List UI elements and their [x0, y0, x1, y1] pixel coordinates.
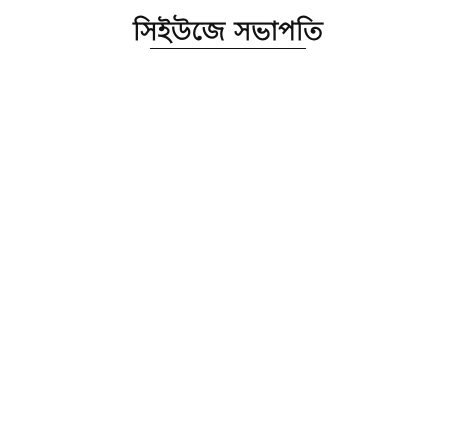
body-line [4, 375, 452, 394]
article-body [4, 52, 452, 432]
headline-underline [150, 48, 306, 49]
body-line [4, 356, 452, 375]
body-line [4, 280, 452, 299]
body-line [4, 166, 452, 185]
body-line [4, 52, 452, 71]
body-line [4, 71, 452, 90]
body-line [4, 109, 452, 128]
body-line [4, 242, 452, 261]
body-line [4, 413, 452, 432]
body-line [4, 204, 452, 223]
headline-text: সিইউজে সভাপতি [133, 17, 323, 47]
body-line [4, 90, 452, 109]
body-line [4, 394, 452, 413]
body-line [4, 223, 452, 242]
body-line [4, 337, 452, 356]
headline [0, 14, 456, 50]
body-line [4, 147, 452, 166]
body-line [4, 299, 452, 318]
body-line [4, 318, 452, 337]
body-line [4, 261, 452, 280]
body-line [4, 128, 452, 147]
body-line [4, 185, 452, 204]
